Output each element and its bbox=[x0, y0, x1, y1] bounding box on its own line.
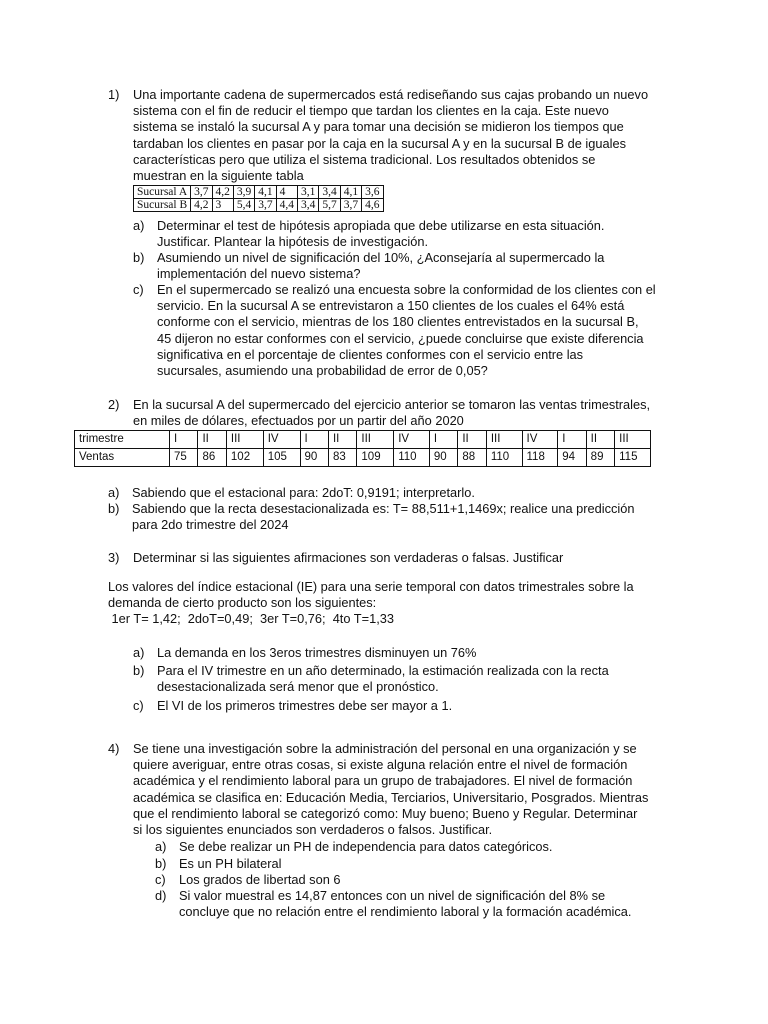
table-cell: 3,7 bbox=[340, 199, 361, 212]
subitem-label: c) bbox=[133, 698, 144, 713]
text-line: sistema con el fin de reducir el tiempo que tardan los clientes en la caja. Este nuevo bbox=[133, 103, 609, 119]
table-cell: 4,4 bbox=[276, 199, 297, 212]
question-4-text bbox=[133, 741, 665, 838]
text-line: Los valores del índice estacional (IE) para una serie temporal con datos trimestrales sobre la bbox=[108, 579, 634, 594]
subitem-text bbox=[179, 839, 689, 855]
text-line: implementación del nuevo sistema? bbox=[157, 266, 361, 282]
text-line: 45 dijeron no estar conformes con el servicio, ¿puede concluirse que existe diferencia bbox=[157, 330, 644, 346]
text-line: si los siguientes enunciados son verdaderos o falsos. Justificar. bbox=[133, 822, 493, 838]
text-line: El VI de los primeros trimestres debe ser mayor a 1. bbox=[157, 698, 453, 713]
subitem-label: a) bbox=[133, 645, 145, 660]
table-cell: 86 bbox=[198, 449, 226, 467]
text-line: quiere averiguar, entre otras cosas, si existe alguna relación entre el nivel de formación bbox=[133, 757, 628, 773]
table-cell: trimestre bbox=[75, 431, 170, 449]
table-row bbox=[134, 199, 384, 212]
table-cell: 102 bbox=[226, 449, 263, 467]
table-cell: 3,9 bbox=[233, 186, 254, 199]
text-line: en miles de dólares, efectuados por un partir del año 2020 bbox=[133, 413, 464, 429]
text-line: 1er T= 1,42; 2doT=0,49; 3er T=0,76; 4to T=1,33 bbox=[108, 611, 394, 627]
table-cell: 3,7 bbox=[255, 199, 276, 212]
table-cell: IV bbox=[522, 431, 558, 449]
table-cell: 105 bbox=[263, 449, 300, 467]
table-cell: IV bbox=[394, 431, 430, 449]
text-line: Es un PH bilateral bbox=[179, 856, 282, 871]
table-cell: 4,2 bbox=[191, 199, 212, 212]
subitem-text bbox=[157, 663, 667, 695]
table-cell: I bbox=[558, 431, 586, 449]
text-line: La demanda en los 3eros trimestres disminuyen un 76% bbox=[157, 645, 477, 660]
text-line: Determinar si las siguientes afirmaciones son verdaderas o falsas. Justificar bbox=[133, 550, 564, 565]
text-line: significativa en el porcentaje de clientes conformes con el servicio entre las bbox=[157, 346, 584, 362]
table-cell: 3,4 bbox=[319, 186, 340, 199]
table-cell: 3,1 bbox=[298, 186, 319, 199]
text-line: En la sucursal A del supermercado del ejercicio anterior se tomaron las ventas trimestrales, bbox=[133, 397, 651, 412]
table-cell: 75 bbox=[170, 449, 198, 467]
subitem-text bbox=[157, 250, 667, 282]
table-cell: Sucursal B bbox=[134, 199, 191, 212]
table-cell: 90 bbox=[300, 449, 328, 467]
question-1-number: 1) bbox=[108, 87, 120, 102]
subitem-label: c) bbox=[155, 872, 166, 887]
text-line: para 2do trimestre del 2024 bbox=[132, 517, 289, 533]
table-cell: 83 bbox=[328, 449, 356, 467]
table-cell: 115 bbox=[615, 449, 651, 467]
table-cell: II bbox=[328, 431, 356, 449]
table-cell: III bbox=[226, 431, 263, 449]
text-line: Sabiendo que la recta desestacionalizada es: T= 88,511+1,1469x; realice una predicción bbox=[132, 501, 635, 516]
question-1-text bbox=[133, 87, 665, 184]
table-cell: 4,2 bbox=[212, 186, 233, 199]
subitem-text bbox=[132, 501, 672, 533]
text-line: tardaban los clientes en pasar por la caja en la sucursal A y en la sucursal B de iguales bbox=[133, 135, 626, 151]
question-2-number: 2) bbox=[108, 397, 120, 412]
text-line: concluye que no relación entre el rendimiento laboral y la formación académica. bbox=[179, 904, 632, 920]
table-cell: 88 bbox=[458, 449, 486, 467]
subitem-text bbox=[157, 645, 667, 661]
subitem-text bbox=[179, 872, 689, 888]
question-3-intro bbox=[108, 579, 668, 628]
table-cell: III bbox=[357, 431, 394, 449]
table-cell: 4,6 bbox=[362, 199, 383, 212]
text-line: características pero que utiliza el sistema tradicional. Los resultados obtenidos se bbox=[133, 151, 596, 167]
subitem-label: a) bbox=[108, 485, 120, 500]
subitem-text bbox=[132, 485, 642, 501]
quarterly-sales-table bbox=[74, 430, 651, 467]
subitem-label: b) bbox=[155, 856, 167, 871]
table-cell: II bbox=[458, 431, 486, 449]
table-cell: Sucursal A bbox=[134, 186, 191, 199]
question-2-text bbox=[133, 397, 665, 429]
table-cell: 110 bbox=[486, 449, 522, 467]
table-cell: 4 bbox=[276, 186, 297, 199]
table-cell: 110 bbox=[394, 449, 430, 467]
text-line: demanda de cierto producto son los siguientes: bbox=[108, 595, 377, 611]
table-cell: 5,7 bbox=[319, 199, 340, 212]
table-cell: 3 bbox=[212, 199, 233, 212]
table-cell: 3,7 bbox=[191, 186, 212, 199]
table-cell: 94 bbox=[558, 449, 586, 467]
text-line: Justificar. Plantear la hipótesis de investigación. bbox=[157, 234, 429, 250]
subitem-label: b) bbox=[108, 501, 120, 516]
text-line: En el supermercado se realizó una encuesta sobre la conformidad de los clientes con el bbox=[157, 282, 656, 297]
text-line: que el rendimiento laboral se categorizó como: Muy bueno; Bueno y Regular. Determinar bbox=[133, 805, 638, 821]
table-cell: II bbox=[586, 431, 614, 449]
subitem-label: d) bbox=[155, 888, 167, 903]
table-cell: 3,6 bbox=[362, 186, 383, 199]
table-cell: III bbox=[486, 431, 522, 449]
table-row bbox=[134, 186, 384, 199]
table-cell: I bbox=[170, 431, 198, 449]
table-cell: 90 bbox=[429, 449, 457, 467]
text-line: sistema se instaló la sucursal A y para tomar una decisión se midieron los tiempos que bbox=[133, 119, 624, 135]
table-cell: 89 bbox=[586, 449, 614, 467]
text-line: servicio. En la sucursal A se entrevistaron a 150 clientes de los cuales el 64% está bbox=[157, 298, 625, 314]
subitem-label: a) bbox=[155, 839, 167, 854]
subitem-label: a) bbox=[133, 218, 145, 233]
table-cell: I bbox=[429, 431, 457, 449]
text-line: desestacionalizada será menor que el pronóstico. bbox=[157, 679, 439, 695]
subitem-text bbox=[157, 218, 667, 250]
question-3-number: 3) bbox=[108, 550, 120, 565]
subitem-text bbox=[157, 282, 667, 379]
text-line: Sabiendo que el estacional para: 2doT: 0,9191; interpretarlo. bbox=[132, 485, 475, 500]
text-line: Los grados de libertad son 6 bbox=[179, 872, 341, 887]
subitem-label: c) bbox=[133, 282, 144, 297]
text-line: muestran en la siguiente tabla bbox=[133, 168, 304, 184]
subitem-text bbox=[157, 698, 667, 714]
subitem-text bbox=[179, 856, 689, 872]
table-row bbox=[75, 449, 651, 467]
table-cell: II bbox=[198, 431, 226, 449]
text-line: Determinar el test de hipótesis apropiada que debe utilizarse en esta situación. bbox=[157, 218, 605, 233]
text-line: Una importante cadena de supermercados está rediseñando sus cajas probando un nuevo bbox=[133, 87, 649, 102]
text-line: conforme con el servicio, mientras de los 180 clientes entrevistados en la sucursal B, bbox=[157, 314, 639, 330]
text-line: sucursales, asumiendo una probabilidad de error de 0,05? bbox=[157, 363, 488, 379]
branch-times-table bbox=[133, 185, 384, 212]
table-cell: 5,4 bbox=[233, 199, 254, 212]
table-cell: 109 bbox=[357, 449, 394, 467]
text-line: Asumiendo un nivel de significación del 10%, ¿Aconsejaría al supermercado la bbox=[157, 250, 605, 265]
question-3-text bbox=[133, 550, 665, 566]
text-line: Para el IV trimestre en un año determinado, la estimación realizada con la recta bbox=[157, 663, 609, 678]
subitem-label: b) bbox=[133, 663, 145, 678]
table-cell: III bbox=[615, 431, 651, 449]
subitem-label: b) bbox=[133, 250, 145, 265]
table-cell: 4,1 bbox=[255, 186, 276, 199]
text-line: Si valor muestral es 14,87 entonces con un nivel de significación del 8% se bbox=[179, 888, 606, 903]
text-line: académica y el rendimiento laboral para un grupo de trabajadores. El nivel de formación bbox=[133, 773, 633, 789]
text-line: Se tiene una investigación sobre la administración del personal en una organización y se bbox=[133, 741, 637, 756]
subitem-text bbox=[179, 888, 689, 920]
table-cell: 3,4 bbox=[298, 199, 319, 212]
text-line: académica se clasifica en: Educación Media, Terciarios, Universitario, Posgrados. Mientras bbox=[133, 789, 649, 805]
table-cell: Ventas bbox=[75, 449, 170, 467]
text-line: Se debe realizar un PH de independencia para datos categóricos. bbox=[179, 839, 553, 854]
table-cell: I bbox=[300, 431, 328, 449]
question-4-number: 4) bbox=[108, 741, 120, 756]
table-row bbox=[75, 431, 651, 449]
table-cell: 4,1 bbox=[340, 186, 361, 199]
table-cell: IV bbox=[263, 431, 300, 449]
table-cell: 118 bbox=[522, 449, 558, 467]
